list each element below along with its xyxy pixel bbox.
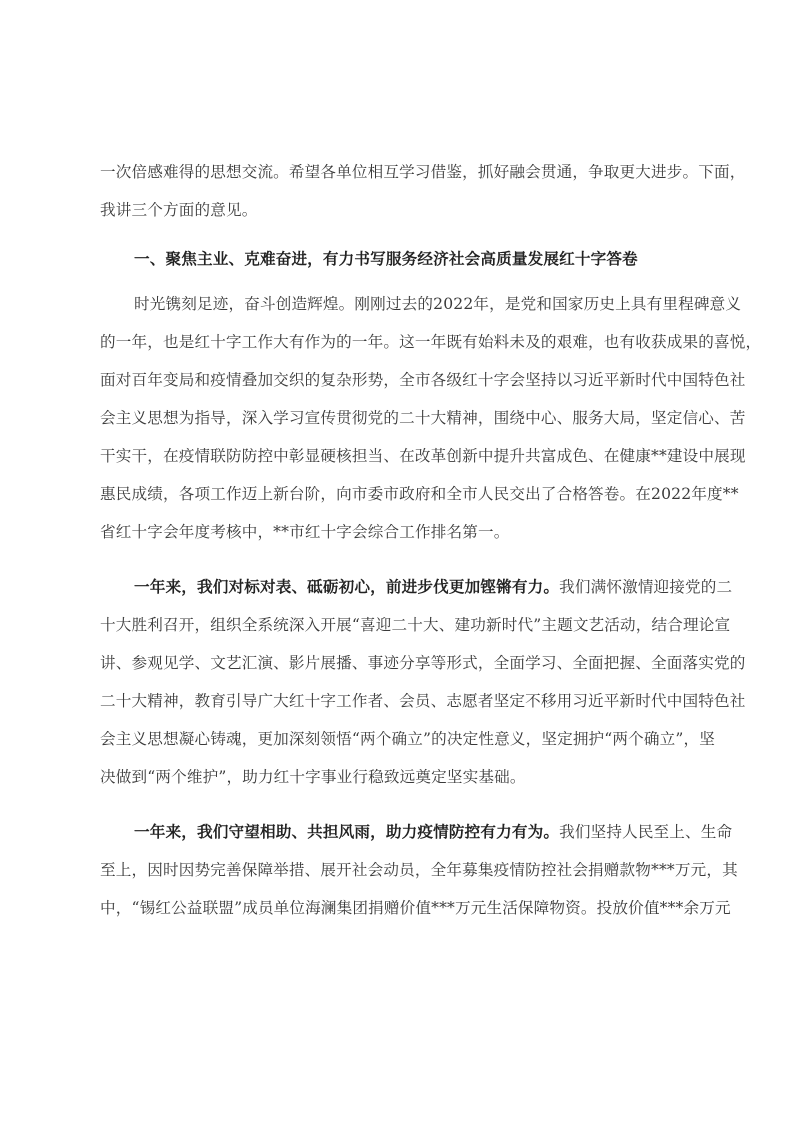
paragraph-line: 决做到“两个维护”，助力红十字事业行稳致远奠定坚实基础。 — [100, 768, 526, 786]
paragraph-line: 面对百年变局和疫情叠加交织的复杂形势，全市各级红十字会坚持以习近平新时代中国特色社 — [100, 371, 746, 389]
paragraph-line: 惠民成绩，各项工作迈上新台阶，向市委市政府和全市人民交出了合格答卷。在2022年度** — [100, 485, 739, 503]
paragraph-line: 讲、参观见学、文艺汇演、影片展播、事迹分享等形式，全面学习、全面把握、全面落实党的 — [100, 654, 746, 672]
paragraph-line: 中，“锡红公益联盟”成员单位海澜集团捐赠价值***万元生活保障物资。投放价值***余万元 — [100, 899, 731, 917]
paragraph-line: 至上，因时因势完善保障举措、展开社会动员，全年募集疫情防控社会捐赠款物***万元，其 — [100, 861, 738, 879]
paragraph-text: 我们坚持人民至上、生命 — [559, 823, 733, 841]
paragraph-line: 时光镌刻足迹，奋斗创造辉煌。刚刚过去的2022年，是党和国家历史上具有里程碑意义 — [134, 295, 742, 313]
paragraph-lead-bold: 一年来，我们守望相助、共担风雨，助力疫情防控有力有为。 — [134, 822, 560, 841]
paragraph-line: 的一年，也是红十字工作大有作为的一年。这一年既有始料未及的艰难，也有收获成果的喜悦， — [100, 333, 762, 351]
paragraph-line: 十大胜利召开，组织全系统深入开展“喜迎二十大、建功新时代”主题文艺活动，结合理论宣 — [100, 616, 731, 634]
paragraph-line: 会主义思想凝心铸魂，更加深刻领悟“两个确立”的决定性意义，坚定拥护“两个确立”，坚 — [100, 730, 716, 748]
paragraph-line: 一次倍感难得的思想交流。希望各单位相互学习借鉴，抓好融会贯通，争取更大进步。下面， — [100, 163, 746, 181]
paragraph-text: 我们满怀激情迎接党的二 — [559, 578, 733, 596]
paragraph-line: 会主义思想为指导，深入学习宣传贯彻党的二十大精神，围绕中心、服务大局，坚定信心、苦 — [100, 409, 746, 427]
paragraph-line — [134, 577, 733, 597]
paragraph-line — [134, 822, 733, 842]
paragraph-line: 我讲三个方面的意见。 — [100, 201, 258, 219]
section-heading: 一、聚焦主业、克难奋进，有力书写服务经济社会高质量发展红十字答卷 — [134, 249, 638, 268]
paragraph-line: 省红十字会年度考核中，**市红十字会综合工作排名第一。 — [100, 523, 510, 541]
paragraph-line: 二十大精神，教育引导广大红十字工作者、会员、志愿者坚定不移用习近平新时代中国特色社 — [100, 692, 746, 710]
paragraph-line: 干实干，在疫情联防防控中彰显硬核担当、在改革创新中提升共富成色、在健康**建设中展现 — [100, 447, 746, 465]
paragraph-lead-bold: 一年来，我们对标对表、砥砺初心，前进步伐更加铿锵有力。 — [134, 577, 560, 596]
